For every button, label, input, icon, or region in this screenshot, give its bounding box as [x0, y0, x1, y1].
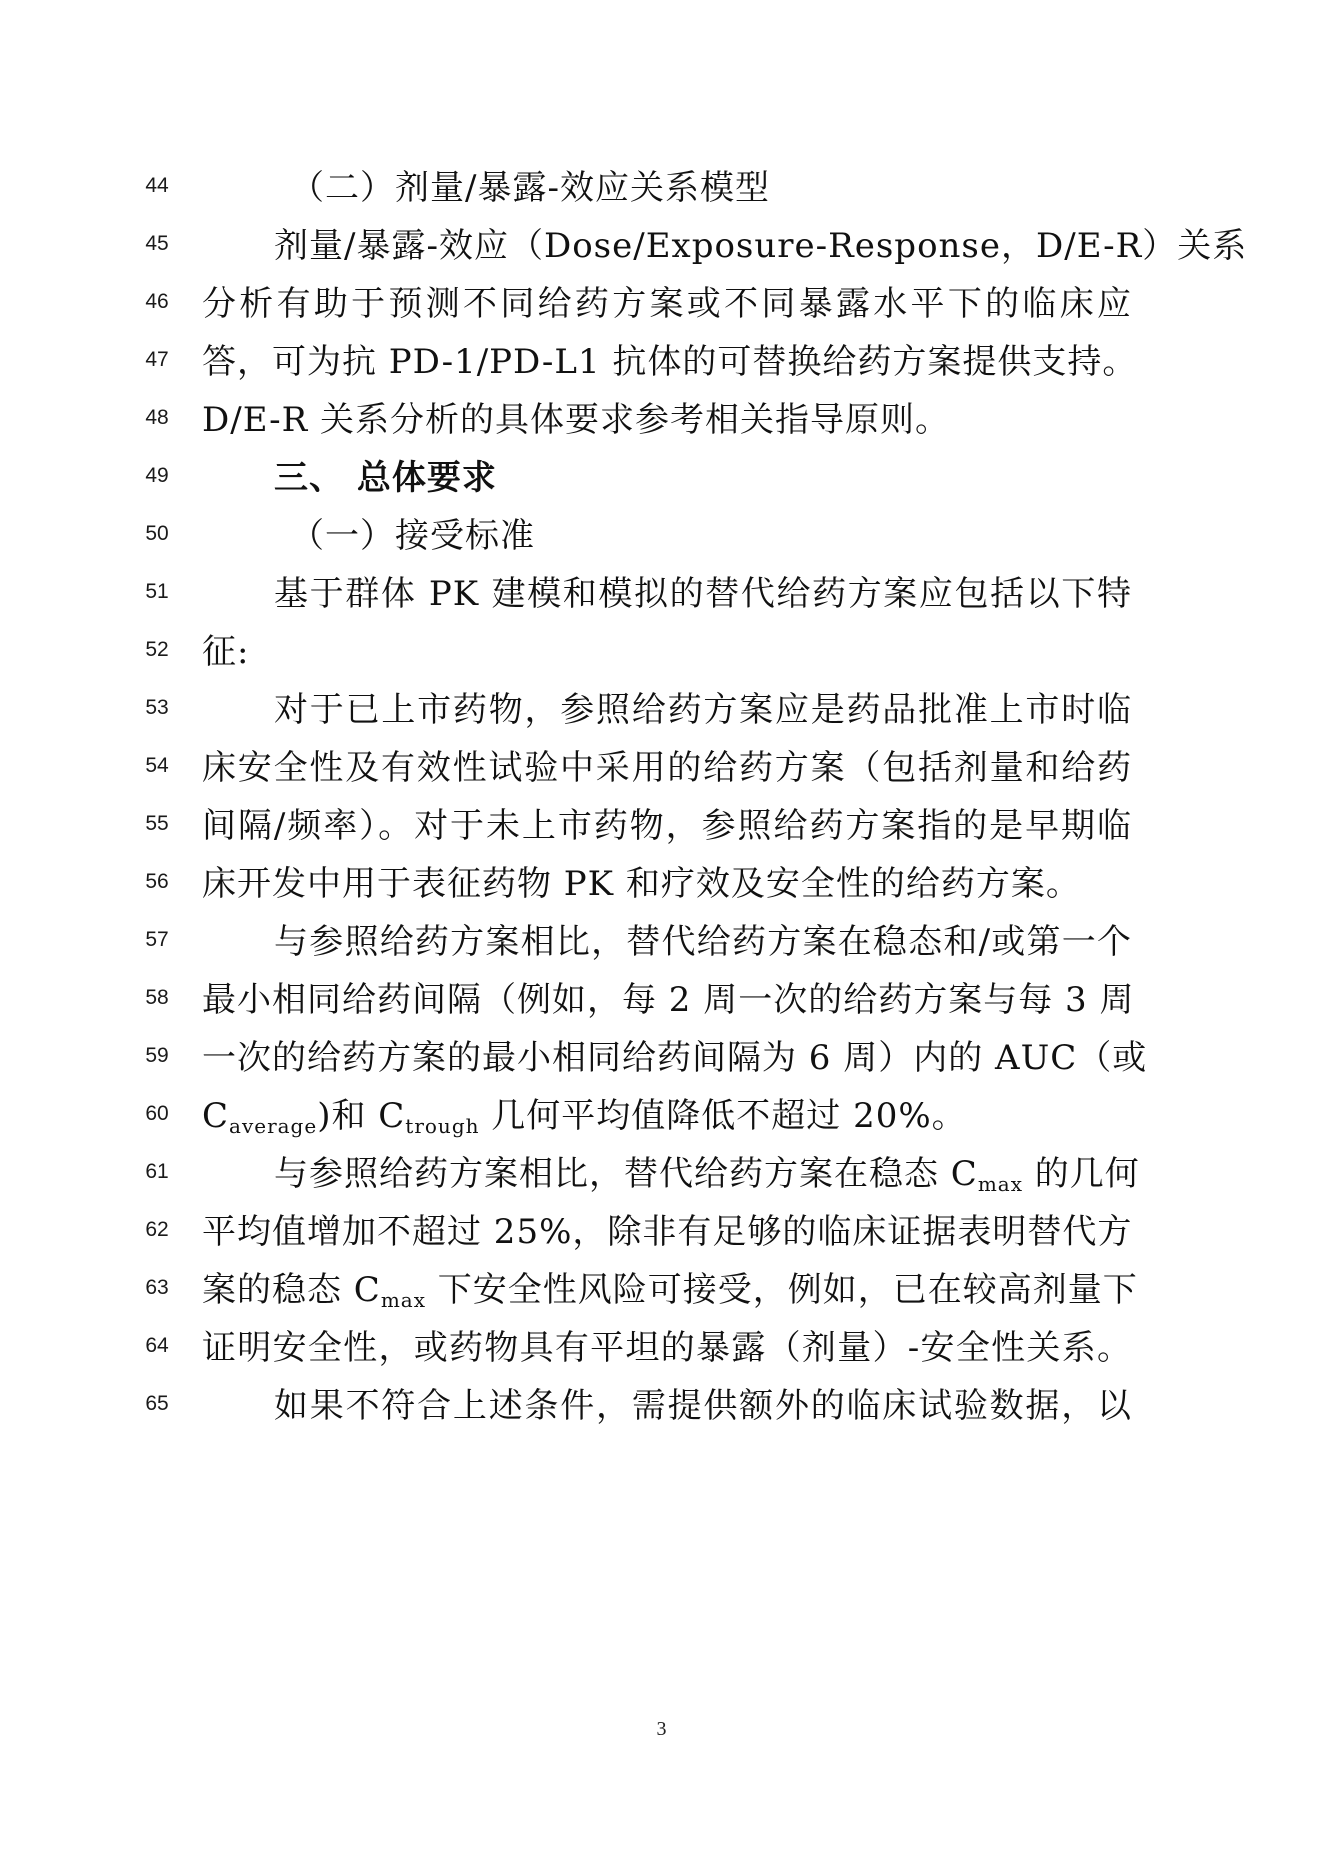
line-number: 56	[145, 870, 169, 893]
paragraph-text	[274, 1146, 1140, 1196]
line-number: 63	[145, 1276, 169, 1299]
paragraph-text: 平均值增加不超过 25%，除非有足够的临床证据表明替代方	[202, 1212, 1133, 1252]
paragraph-text: 床开发中用于表征药物 PK 和疗效及安全性的给药方案。	[202, 864, 1081, 904]
line-number: 59	[145, 1044, 169, 1067]
line-number: 55	[145, 812, 169, 835]
text-fragment: 下安全性风险可接受，例如，已在较高剂量下	[426, 1270, 1138, 1310]
paragraph-text: 如果不符合上述条件，需提供额外的临床试验数据，以	[274, 1386, 1132, 1426]
text-line-65	[0, 1368, 1323, 1438]
paragraph-text: 一次的给药方案的最小相同给药间隔为 6 周）内的 AUC（或	[202, 1038, 1148, 1078]
paragraph-text: 剂量/暴露-效应（Dose/Exposure-Response，D/E-R）关系	[274, 226, 1248, 266]
line-number: 60	[145, 1102, 169, 1125]
text-fragment: 与参照给药方案相比，替代给药方案在稳态 C	[274, 1154, 978, 1194]
line-number: 44	[145, 174, 169, 197]
subscript-max: max	[977, 1172, 1023, 1196]
paragraph-text	[202, 1262, 1138, 1312]
paragraph-text: 征:	[202, 632, 250, 672]
line-number: 49	[145, 464, 169, 487]
line-number: 47	[145, 348, 169, 371]
paragraph-text: 基于群体 PK 建模和模拟的替代给药方案应包括以下特	[274, 574, 1132, 614]
line-number: 51	[145, 580, 169, 603]
subscript-average: average	[229, 1114, 318, 1138]
line-number: 54	[145, 754, 169, 777]
line-number: 46	[145, 290, 169, 313]
line-number: 58	[145, 986, 169, 1009]
line-number: 64	[145, 1334, 169, 1357]
paragraph-text: 最小相同给药间隔（例如，每 2 周一次的给药方案与每 3 周	[202, 980, 1135, 1020]
paragraph-text: 答，可为抗 PD-1/PD-L1 抗体的可替换给药方案提供支持。	[202, 342, 1138, 382]
text-fragment: )和 C	[317, 1096, 406, 1136]
paragraph-text: 对于已上市药物，参照给药方案应是药品批准上市时临	[274, 690, 1132, 730]
subscript-trough: trough	[405, 1114, 480, 1138]
section-heading: （二）剂量/暴露-效应关系模型	[290, 168, 770, 208]
line-number: 45	[145, 232, 169, 255]
paragraph-text: 与参照给药方案相比，替代给药方案在稳态和/或第一个	[274, 922, 1132, 962]
paragraph-text: 证明安全性，或药物具有平坦的暴露（剂量）-安全性关系。	[202, 1328, 1132, 1368]
page-number: 3	[656, 1718, 667, 1740]
section-heading: 三、 总体要求	[274, 458, 497, 498]
paragraph-text: 分析有助于预测不同给药方案或不同暴露水平下的临床应	[202, 284, 1132, 324]
line-number: 65	[145, 1392, 169, 1415]
line-number: 50	[145, 522, 169, 545]
line-number: 53	[145, 696, 169, 719]
line-number: 52	[145, 638, 169, 661]
paragraph-text	[202, 1088, 1132, 1137]
text-fragment: 几何平均值降低不超过 20%。	[479, 1096, 967, 1136]
paragraph-text: 床安全性及有效性试验中采用的给药方案（包括剂量和给药	[202, 748, 1132, 788]
c-symbol: C	[202, 1096, 230, 1136]
section-heading: （一）接受标准	[290, 516, 535, 556]
line-number: 62	[145, 1218, 169, 1241]
paragraph-text: D/E-R 关系分析的具体要求参考相关指导原则。	[202, 400, 951, 440]
paragraph-text: 间隔/频率）。对于未上市药物，参照给药方案指的是早期临	[202, 806, 1132, 846]
text-fragment: 案的稳态 C	[202, 1270, 381, 1310]
text-fragment: 的几何	[1023, 1154, 1140, 1194]
line-number: 61	[145, 1160, 169, 1183]
subscript-max: max	[380, 1288, 426, 1312]
line-number: 48	[145, 406, 169, 429]
line-number: 57	[145, 928, 169, 951]
